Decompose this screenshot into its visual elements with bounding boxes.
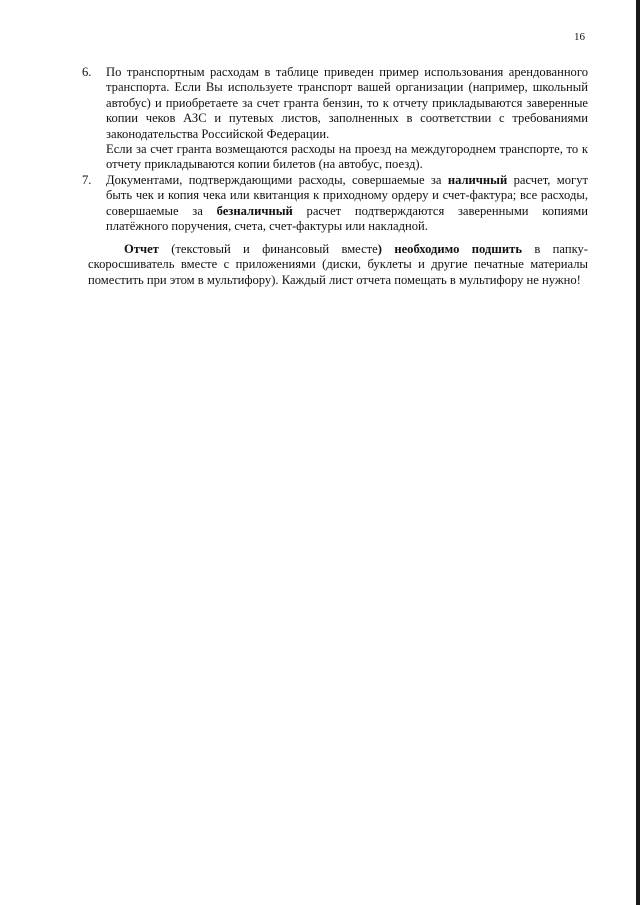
- list-item-7: [82, 173, 588, 235]
- transport-expenses-paragraph: По транспортным расходам в таблице приведен пример использования арендованного транспорта. Если Вы используете транспорт вашей организации (например, школьный автобус) и приобретаете за счет гранта бензин, то к отчету прикладываются заверенные копии чеков АЗС и путевых листов, заполненных в соответствии с требованиями законодательства Российской Федерации.: [106, 65, 588, 141]
- text-segment: расчет, могут быть чек и копия чека или квитанция к приходному ордеру и счет-фактура; все расходы, совершаемые за: [106, 172, 588, 218]
- list-item-body: [106, 65, 588, 173]
- cashless-payment-term: безналичный: [216, 203, 293, 218]
- text-segment: (текстовый и финансовый вместе: [158, 242, 378, 256]
- list-item-body: [106, 173, 588, 235]
- list-item-number: 7.: [82, 172, 92, 187]
- supporting-documents-paragraph: [106, 173, 588, 235]
- cash-payment-term: наличный: [447, 172, 508, 187]
- text-segment: расчет подтверждаются заверенными копиями платёжного поручения, счета, счет-фактуры или накладной.: [106, 203, 589, 234]
- must-bind-term: ) необходимо подшить: [377, 242, 523, 256]
- text-segment: Документами, подтверждающими расходы, совершаемые за: [106, 172, 448, 187]
- list-item-6: [82, 65, 588, 173]
- list-item-number: 6.: [82, 65, 92, 79]
- intercity-travel-paragraph: Если за счет гранта возмещаются расходы на проезд на междугороднем транспорте, то к отчету прикладываются копии билетов (на автобус, поезд).: [106, 142, 588, 172]
- text-segment: в папку-скоросшиватель вместе с приложениями (диски, буклеты и другие печатные материалы поместить при этом в мультифору). Каждый лист отчета помещать в мультифору не нужно!: [88, 242, 588, 287]
- report-binding-paragraph: [88, 242, 588, 288]
- report-term: Отчет: [124, 242, 159, 256]
- page-number: 16: [574, 31, 585, 43]
- numbered-list: [82, 65, 588, 234]
- page-edge-bar: [636, 0, 640, 905]
